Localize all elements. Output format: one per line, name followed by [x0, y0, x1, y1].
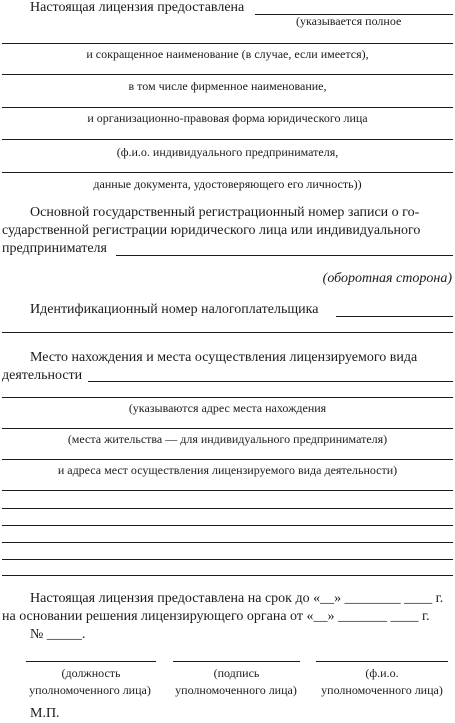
intro-text: Настоящая лицензия предоставлена — [30, 0, 245, 15]
caption-brand-name: в том числе фирменное наименование, — [128, 79, 327, 93]
fill-line — [2, 508, 453, 509]
stamp-place-label: М.П. — [30, 706, 60, 721]
fill-line — [116, 255, 453, 256]
reverse-side-label: (оборотная сторона) — [322, 271, 452, 286]
caption-legal-form: и организационно-правовая форма юридического лица — [87, 111, 368, 125]
fill-line — [2, 172, 453, 173]
caption-residence: (места жительства — для индивидуального предпринимателя) — [67, 432, 388, 446]
caption-position: (должность — [61, 666, 121, 680]
caption-full-name: (указывается полное — [296, 14, 402, 28]
caption-full-name-signer: (ф.и.о. — [365, 666, 399, 680]
term-line-3: № _____. — [30, 627, 86, 642]
caption-signature: (подпись — [213, 666, 260, 680]
fill-line — [2, 575, 453, 576]
fill-line — [2, 559, 453, 560]
fill-line — [2, 397, 453, 398]
fill-line — [88, 381, 453, 382]
caption-full-name-person: уполномоченного лица) — [321, 683, 443, 697]
fill-line — [2, 74, 453, 75]
caption-address: (указываются адрес места нахождения — [128, 401, 327, 415]
ogrn-line-3: предпринимателя — [2, 241, 107, 256]
caption-entrepreneur-name: (ф.и.о. индивидуального предпринимателя, — [116, 145, 339, 159]
caption-identity-document: данные документа, удостоверяющего его личность)) — [93, 177, 362, 191]
caption-signature-person: уполномоченного лица) — [175, 683, 297, 697]
location-line-1: Место нахождения и места осуществления лицензируемого вида — [30, 350, 418, 365]
fill-line — [2, 139, 453, 140]
term-line-1: Настоящая лицензия предоставлена на срок до «__» ________ ____ г. — [30, 591, 444, 606]
fill-line — [2, 107, 453, 108]
signature-line-position — [26, 661, 156, 662]
fill-line — [2, 542, 453, 543]
fill-line — [2, 459, 453, 460]
signature-line-name — [316, 661, 448, 662]
fill-line — [2, 490, 453, 491]
signature-line-sign — [173, 661, 300, 662]
caption-position-person: уполномоченного лица) — [29, 683, 151, 697]
caption-short-name: и сокращенное наименование (в случае, если имеется), — [86, 47, 369, 61]
fill-line — [2, 428, 453, 429]
fill-line — [2, 43, 453, 44]
fill-line — [2, 525, 453, 526]
ogrn-line-1: Основной государственный регистрационный номер записи о го- — [30, 205, 420, 220]
inn-label: Идентификационный номер налогоплательщика — [30, 302, 319, 317]
location-line-2: деятельности — [2, 368, 83, 383]
caption-activity-addresses: и адреса мест осуществления лицензируемого вида деятельности) — [57, 463, 398, 477]
ogrn-line-2: сударственной регистрации юридического лица или индивидуального — [2, 223, 421, 238]
fill-line — [2, 332, 453, 333]
term-line-2: на основании решения лицензирующего органа от «__» _______ ____ г. — [2, 609, 430, 624]
fill-line — [336, 316, 453, 317]
